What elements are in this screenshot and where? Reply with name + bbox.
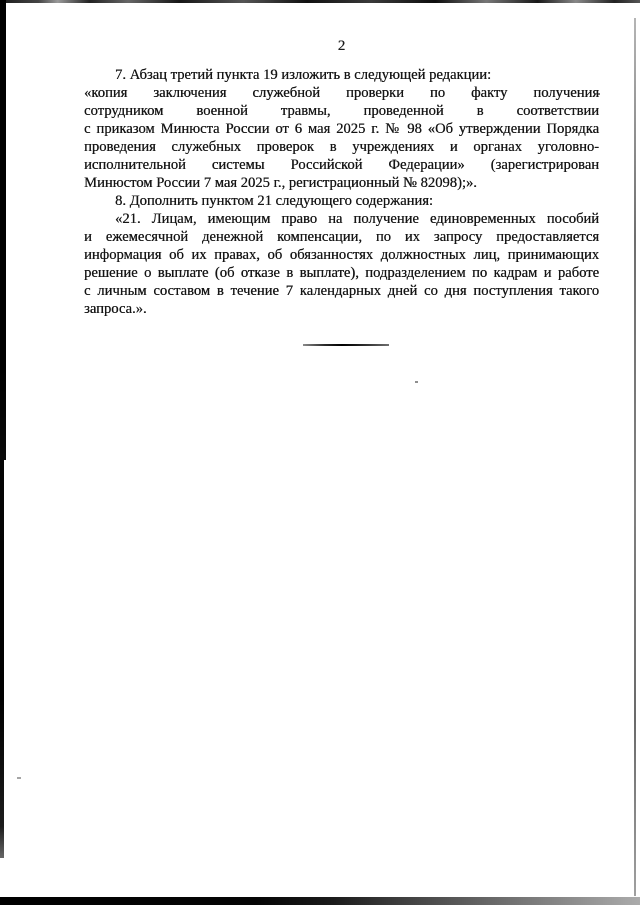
text-line: запроса.». xyxy=(84,301,147,317)
text-block xyxy=(84,66,599,318)
scan-edge-top xyxy=(0,0,640,3)
text-line: с приказом Минюста России от 6 мая 2025 г. № 98 «Об утверждении Порядка xyxy=(84,121,599,137)
scan-speck xyxy=(17,777,21,779)
text-line: информация об их правах, об обязанностях должностных лиц, принимающих xyxy=(84,247,599,263)
text-line: «копия заключения служебной проверки по факту получения xyxy=(84,85,599,101)
scan-edge-left-lower xyxy=(0,460,4,858)
page-number: 2 xyxy=(337,38,346,54)
text-line: проведения служебных проверок в учреждениях и органах уголовно- xyxy=(84,139,599,155)
text-line: 8. Дополнить пунктом 21 следующего содержания: xyxy=(115,193,433,209)
scan-edge-right xyxy=(634,18,636,896)
section-divider xyxy=(303,344,389,346)
text-line: 7. Абзац третий пункта 19 изложить в следующей редакции: xyxy=(115,67,492,83)
text-line: решение о выплате (об отказе в выплате), подразделением по кадрам и работе xyxy=(84,265,599,281)
text-line: «21. Лицам, имеющим право на получение единовременных пособий xyxy=(115,211,599,227)
text-line: исполнительной системы Российской Федерации» (зарегистрирован xyxy=(84,157,599,173)
text-line: с личным составом в течение 7 календарных дней со дня поступления такого xyxy=(84,283,599,299)
scan-edge-left xyxy=(0,0,6,460)
text-line: и ежемесячной денежной компенсации, по их запросу предоставляется xyxy=(84,229,599,245)
scan-speck xyxy=(415,381,418,383)
scan-edge-bottom xyxy=(0,897,640,905)
text-line: Минюстом России 7 мая 2025 г., регистрационный № 82098);». xyxy=(84,175,477,191)
text-line: сотрудником военной травмы, проведенной в соответствии xyxy=(84,103,599,119)
